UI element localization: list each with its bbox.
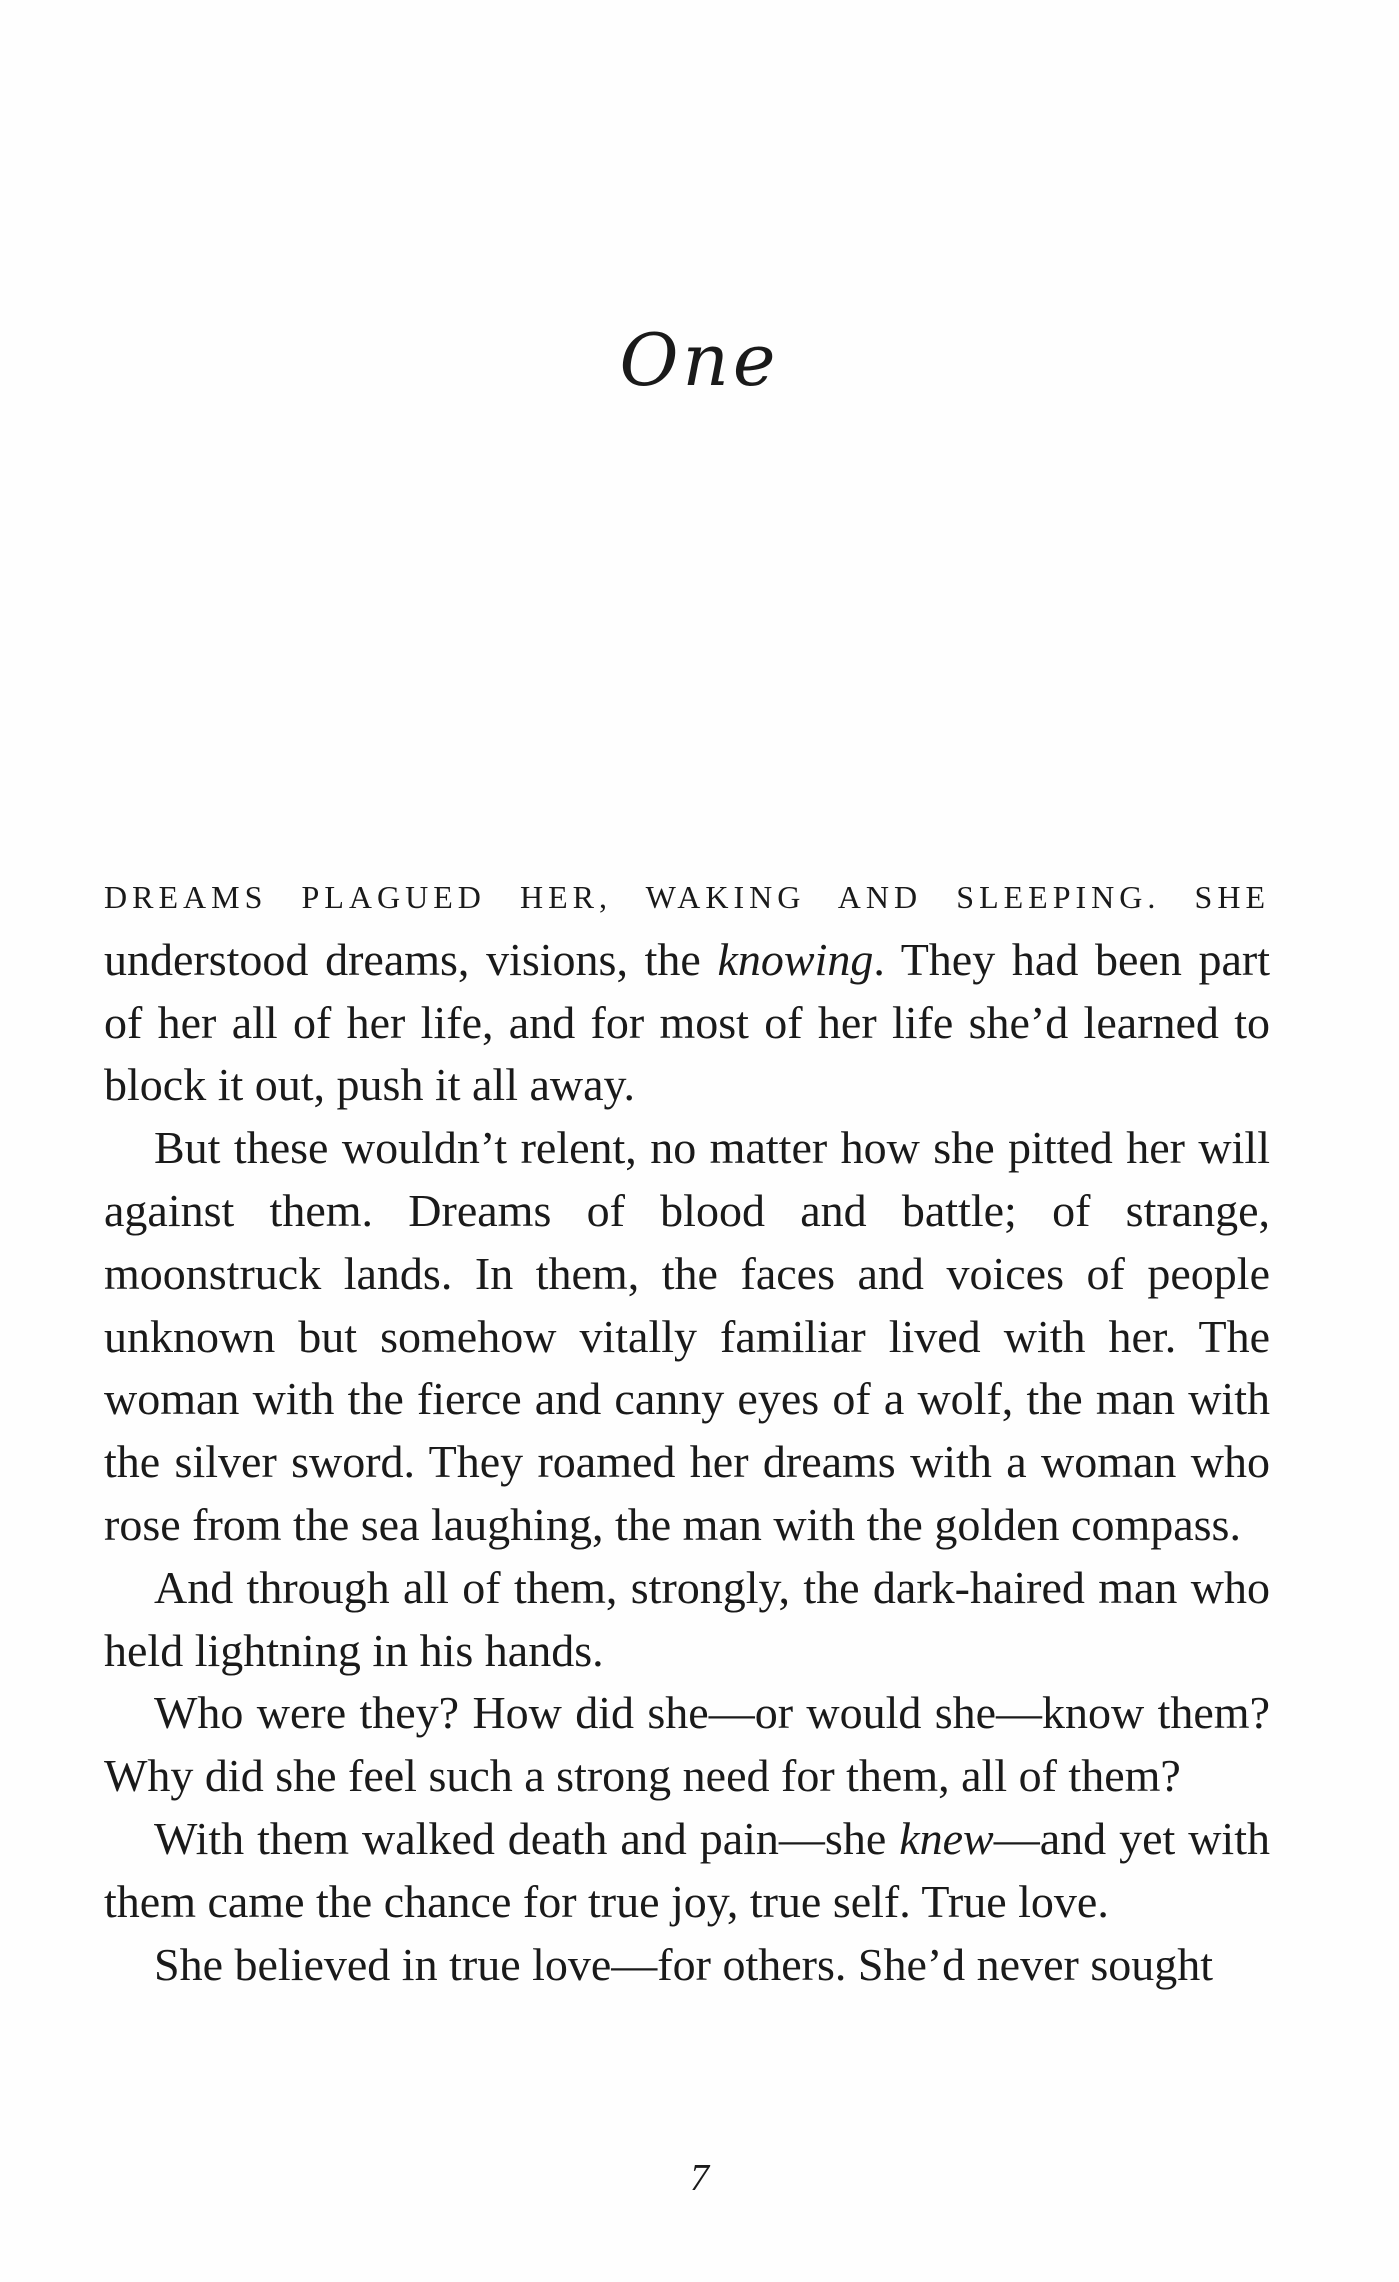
paragraph-2: But these wouldn’t relent, no matter how she pitted her will against them. Dreams of blood and battle; of strange, moonstruck lands. In them, the faces and voices of people unknown but somehow vitally familiar lived with her. The woman with the fierce and canny eyes of a wolf, the man with the silver sword. They roamed her dreams with a woman who rose from the sea laughing, the man with the golden compass. (104, 1122, 1270, 1550)
paragraph-3: And through all of them, strongly, the dark-haired man who held lightning in his hands. (104, 1561, 1270, 1676)
paragraph-6: She believed in true love—for others. She’d never sought (154, 1938, 1214, 1990)
paragraph-1-text-a: understood dreams, visions, the (104, 933, 718, 985)
paragraph-5-text-b: —and yet with them came the chance for true joy, true self. True love. (104, 1812, 1270, 1927)
paragraph-1 (104, 862, 1270, 1117)
paragraph-4: Who were they? How did she—or would she—know them? Why did she feel such a strong need for them, all of them? (104, 1687, 1270, 1802)
paragraph-5 (104, 1808, 1270, 1934)
paragraph-5-emphasis: knew (899, 1812, 994, 1864)
chapter-title: One (619, 318, 780, 402)
body-text (104, 862, 1270, 1996)
paragraph-1-emphasis: knowing (717, 933, 874, 985)
paragraph-5-text-a: With them walked death and pain—she (154, 1812, 900, 1864)
opening-small-caps: DREAMS PLAGUED HER, WAKING AND SLEEPING. SHE (104, 879, 1270, 915)
paragraph-1-text-b: . They had been part of her all of her life, and for most of her life she’d learned to block it out, push it all away. (104, 933, 1270, 1111)
page-number: 7 (690, 2157, 709, 2199)
